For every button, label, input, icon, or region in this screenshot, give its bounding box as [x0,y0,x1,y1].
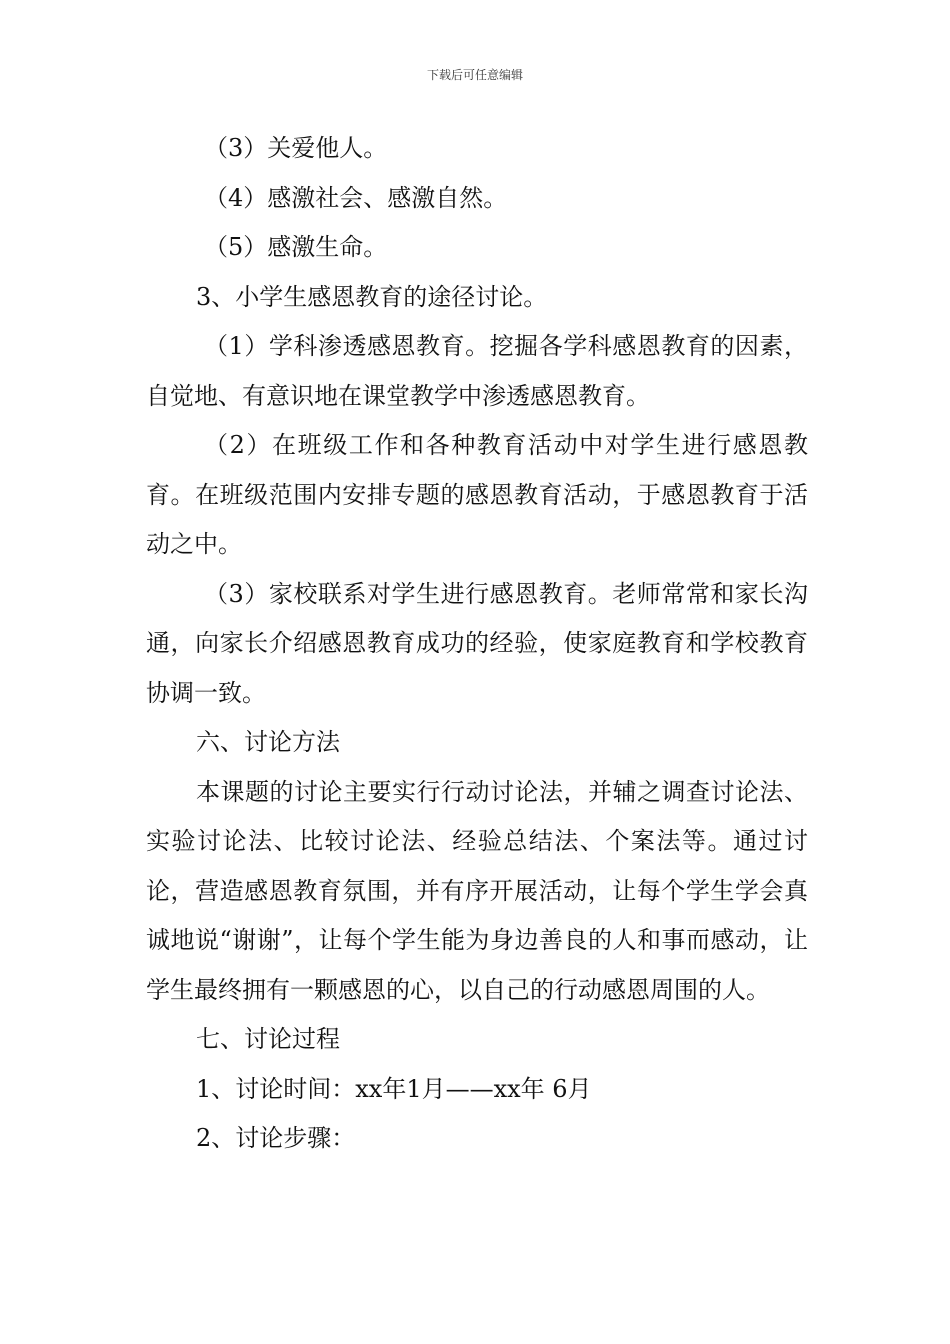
document-body [146,124,808,1164]
section-subheading: 3、小学生感恩教育的途径讨论。 [196,282,548,311]
paragraph: （3）家校联系对学生进行感恩教育。老师常常和家长沟通，向家长介绍感恩教育成功的经验，使家庭教育和学校教育协调一致。 [146,579,808,707]
paragraph: （3）关爱他人。 [204,134,388,162]
paragraph: （2）在班级工作和各种教育活动中对学生进行感恩教育。在班级范围内安排专题的感恩教育活动，于感恩教育于活动之中。 [146,431,808,558]
paragraph: （1）学科渗透感恩教育。挖掘各学科感恩教育的因素，自觉地、有意识地在课堂教学中渗透感恩教育。 [146,332,808,410]
section-heading: 六、讨论方法 [196,728,340,756]
paragraph: （5）感激生命。 [204,233,388,261]
page-header: 下载后可任意编辑 [426,68,523,82]
paragraph: （4）感激社会、感激自然。 [204,183,508,212]
section-heading: 七、讨论过程 [196,1025,340,1053]
paragraph: 1、讨论时间：xx年1月——xx年 6月 [196,1074,592,1103]
paragraph: 2、讨论步骤： [196,1124,356,1152]
paragraph: 本课题的讨论主要实行行动讨论法，并辅之调查讨论法、实验讨论法、比较讨论法、经验总结法、个案法等。通过讨论，营造感恩教育氛围，并有序开展活动，让每个学生学会真诚地说“谢谢”，让每个学生能为身边善良的人和事而感动，让学生最终拥有一颗感恩的心，以自己的行动感恩周围的人。 [146,777,808,1004]
